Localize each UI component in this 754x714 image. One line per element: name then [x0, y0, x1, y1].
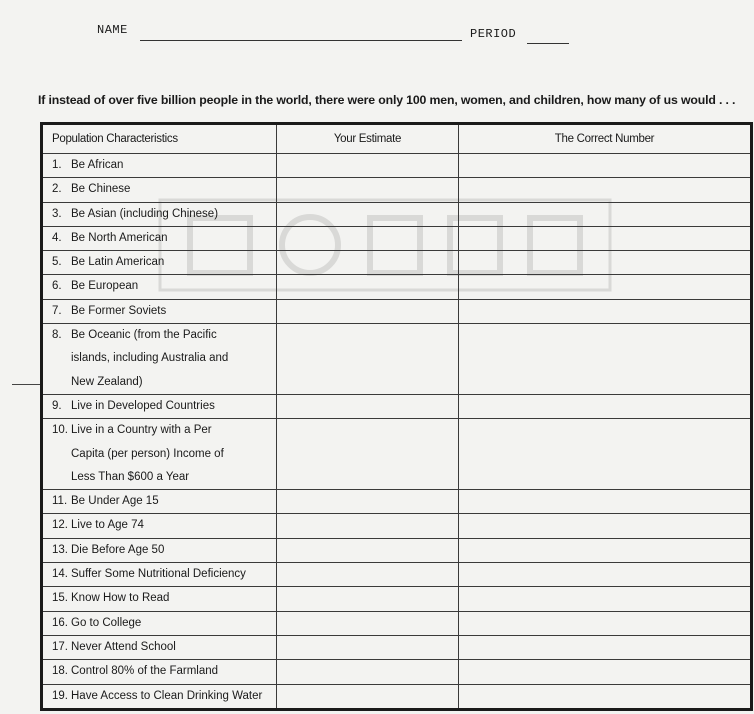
row-label: Live to Age 74	[71, 519, 144, 532]
characteristic-cell	[42, 299, 277, 323]
population-table	[40, 122, 753, 711]
characteristic-cell	[42, 538, 277, 562]
characteristic-text	[52, 419, 272, 442]
table-row	[42, 226, 752, 250]
row-label: Control 80% of the Farmland	[71, 665, 219, 678]
row-number: 11.	[52, 495, 68, 508]
row-number: 3.	[52, 207, 62, 220]
characteristic-text	[52, 305, 166, 317]
table-row	[42, 563, 752, 587]
characteristic-cell	[42, 324, 277, 395]
your-estimate-cell[interactable]	[277, 299, 459, 323]
row-label: Be African	[71, 159, 124, 171]
your-estimate-cell[interactable]	[277, 251, 459, 275]
table-row	[42, 251, 752, 275]
table-row	[42, 490, 752, 514]
row-label: Never Attend School	[71, 640, 176, 653]
characteristic-cell	[42, 635, 277, 659]
characteristic-text	[52, 665, 218, 677]
characteristic-text	[52, 159, 123, 171]
characteristic-cell	[42, 660, 277, 684]
characteristic-text	[52, 232, 168, 244]
table-row	[42, 154, 752, 178]
row-label: Live in Developed Countries	[71, 399, 215, 412]
correct-number-cell[interactable]	[459, 251, 752, 275]
characteristic-cell	[42, 275, 277, 299]
row-label: Be Under Age 15	[71, 495, 159, 508]
your-estimate-cell[interactable]	[277, 394, 459, 418]
correct-number-cell[interactable]	[459, 299, 752, 323]
characteristic-text	[52, 256, 164, 268]
your-estimate-cell[interactable]	[277, 514, 459, 538]
your-estimate-cell[interactable]	[277, 419, 459, 490]
row-label: Be Oceanic (from the Pacific	[71, 329, 217, 342]
row-label: Be European	[71, 280, 139, 293]
column-header-correct-number: The Correct Number	[459, 124, 752, 154]
your-estimate-cell[interactable]	[277, 660, 459, 684]
row-label: Suffer Some Nutritional Deficiency	[71, 568, 246, 581]
worksheet-prompt: If instead of over five billion people in the world, there were only 100 men, women, and children, how many of us would . . .	[38, 93, 736, 107]
characteristic-cell	[42, 419, 277, 490]
row-number: 1.	[52, 159, 62, 171]
row-number: 14.	[52, 568, 68, 581]
row-label: Less Than $600 a Year	[71, 470, 190, 483]
your-estimate-cell[interactable]	[277, 178, 459, 202]
row-label: Capita (per person) Income of	[71, 447, 224, 460]
your-estimate-cell[interactable]	[277, 587, 459, 611]
column-header-characteristics: Population Characteristics	[42, 124, 277, 154]
table-row	[42, 538, 752, 562]
characteristic-cell	[42, 563, 277, 587]
your-estimate-cell[interactable]	[277, 490, 459, 514]
correct-number-cell[interactable]	[459, 660, 752, 684]
correct-number-cell[interactable]	[459, 324, 752, 395]
your-estimate-cell[interactable]	[277, 563, 459, 587]
row-number: 12.	[52, 519, 68, 532]
characteristic-cell	[42, 514, 277, 538]
table-row	[42, 202, 752, 226]
your-estimate-cell[interactable]	[277, 154, 459, 178]
row-label: Live in a Country with a Per	[71, 424, 212, 437]
characteristic-cell	[42, 154, 277, 178]
your-estimate-cell[interactable]	[277, 324, 459, 395]
row-number: 4.	[52, 231, 62, 244]
table-row	[42, 419, 752, 490]
characteristic-text	[52, 400, 215, 412]
row-number: 10.	[52, 424, 68, 437]
row-label: Go to College	[71, 616, 142, 629]
characteristic-text	[52, 519, 144, 531]
characteristic-text	[52, 617, 141, 629]
table-row	[42, 514, 752, 538]
characteristic-text	[52, 371, 272, 394]
characteristic-text	[52, 280, 138, 292]
characteristic-text	[52, 208, 218, 220]
characteristic-cell	[42, 394, 277, 418]
characteristic-cell	[42, 684, 277, 709]
row-number: 13.	[52, 543, 68, 556]
characteristic-text	[52, 324, 272, 347]
table-row	[42, 299, 752, 323]
your-estimate-cell[interactable]	[277, 202, 459, 226]
characteristic-text	[52, 347, 272, 370]
correct-number-cell[interactable]	[459, 394, 752, 418]
characteristic-text	[52, 592, 169, 604]
correct-number-cell[interactable]	[459, 490, 752, 514]
row-label: Be Asian (including Chinese)	[71, 207, 219, 220]
margin-line	[12, 384, 42, 385]
table-row	[42, 611, 752, 635]
characteristic-text	[52, 641, 176, 653]
correct-number-cell[interactable]	[459, 563, 752, 587]
row-label: New Zealand)	[71, 375, 143, 388]
table-row	[42, 660, 752, 684]
your-estimate-cell[interactable]	[277, 635, 459, 659]
row-number: 18.	[52, 665, 68, 678]
row-label: Be Chinese	[71, 183, 131, 196]
characteristic-text	[52, 443, 272, 466]
row-label: Be North American	[71, 231, 168, 244]
table-row	[42, 587, 752, 611]
characteristic-text	[52, 466, 272, 489]
characteristic-text	[52, 690, 262, 702]
correct-number-cell[interactable]	[459, 587, 752, 611]
table-row	[42, 275, 752, 299]
characteristic-cell	[42, 178, 277, 202]
characteristic-cell	[42, 490, 277, 514]
your-estimate-cell[interactable]	[277, 611, 459, 635]
characteristic-cell	[42, 251, 277, 275]
correct-number-cell[interactable]	[459, 275, 752, 299]
row-number: 2.	[52, 183, 62, 196]
your-estimate-cell[interactable]	[277, 226, 459, 250]
name-field[interactable]	[140, 40, 462, 41]
table-row	[42, 635, 752, 659]
column-header-your-estimate: Your Estimate	[277, 124, 459, 154]
correct-number-cell[interactable]	[459, 538, 752, 562]
correct-number-cell[interactable]	[459, 635, 752, 659]
table-row	[42, 684, 752, 709]
correct-number-cell[interactable]	[459, 684, 752, 709]
row-label: Know How to Read	[71, 592, 170, 605]
your-estimate-cell[interactable]	[277, 538, 459, 562]
period-label: PERIOD	[470, 27, 517, 41]
correct-number-cell[interactable]	[459, 154, 752, 178]
table-row	[42, 324, 752, 395]
row-label: Have Access to Clean Drinking Water	[71, 689, 263, 702]
row-number: 8.	[52, 329, 62, 342]
row-label: Be Latin American	[71, 256, 165, 269]
your-estimate-cell[interactable]	[277, 275, 459, 299]
characteristic-cell	[42, 226, 277, 250]
row-number: 5.	[52, 256, 62, 269]
characteristic-cell	[42, 611, 277, 635]
correct-number-cell[interactable]	[459, 419, 752, 490]
period-field[interactable]	[527, 43, 569, 44]
correct-number-cell[interactable]	[459, 514, 752, 538]
row-number: 19.	[52, 689, 68, 702]
characteristic-text	[52, 495, 159, 507]
row-label: islands, including Australia and	[71, 352, 229, 365]
characteristic-text	[52, 544, 164, 556]
your-estimate-cell[interactable]	[277, 684, 459, 709]
characteristic-text	[52, 183, 130, 195]
row-number: 17.	[52, 640, 68, 653]
correct-number-cell[interactable]	[459, 611, 752, 635]
characteristic-cell	[42, 202, 277, 226]
row-label: Die Before Age 50	[71, 543, 165, 556]
row-number: 15.	[52, 592, 68, 605]
correct-number-cell[interactable]	[459, 202, 752, 226]
row-number: 7.	[52, 304, 62, 317]
characteristic-cell	[42, 587, 277, 611]
table-row	[42, 394, 752, 418]
correct-number-cell[interactable]	[459, 226, 752, 250]
name-label: NAME	[97, 23, 128, 37]
row-number: 9.	[52, 399, 62, 412]
correct-number-cell[interactable]	[459, 178, 752, 202]
row-number: 6.	[52, 280, 62, 293]
row-label: Be Former Soviets	[71, 304, 167, 317]
row-number: 16.	[52, 616, 68, 629]
table-row	[42, 178, 752, 202]
characteristic-text	[52, 568, 246, 580]
